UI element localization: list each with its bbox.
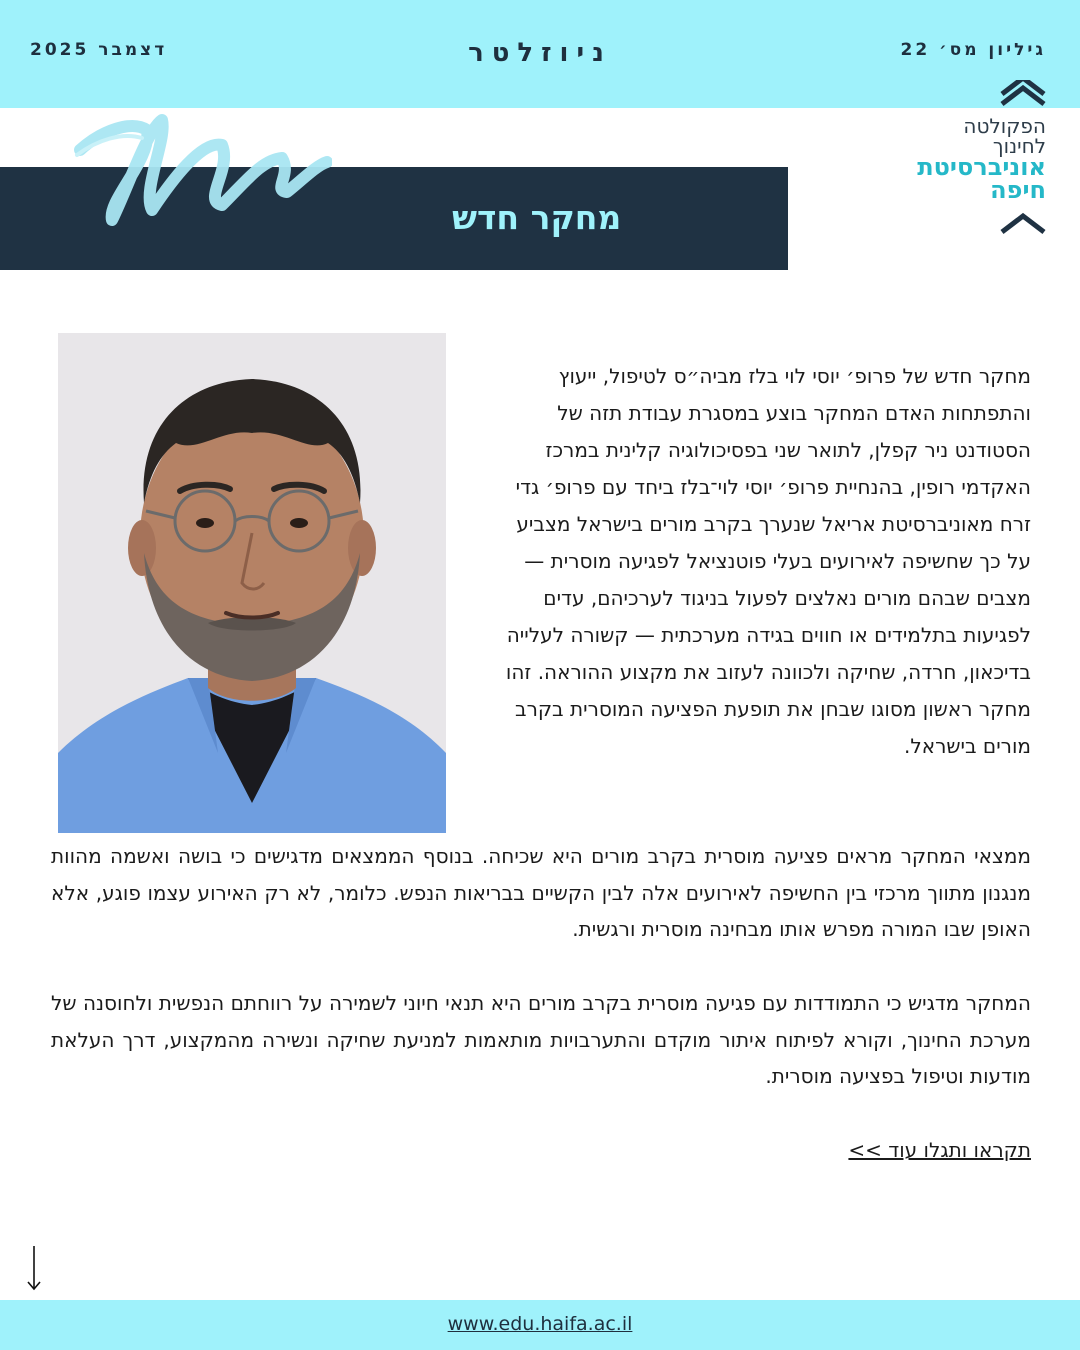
- logo-faculty-line2: לחינוך: [992, 134, 1046, 158]
- article-paragraph-findings: ממצאי המחקר מראים פציעה מוסרית בקרב מורים היא שכיחה. בנוסף הממצאים מדגישים כי בושה ואשמה מהוות מנגנון מתווך מרכזי בין החשיפה לאירועים אלה לבין הקשיים בבריאות הנפש. כלומר, לא רק האירוע עצמו פוגע, אלא האופן שבו המורה מפרש אותו מבחינה מוסרית ורגשית.: [51, 844, 1031, 941]
- website-link[interactable]: www.edu.haifa.ac.il: [447, 1313, 633, 1335]
- newsletter-title: ניוזלטר: [468, 38, 612, 68]
- chevron-up-icon: [1000, 210, 1046, 236]
- section-title: מחקר חדש: [452, 198, 622, 237]
- read-more-link[interactable]: תקראו ותגלו עוד >>: [848, 1138, 1031, 1162]
- researcher-photo: [58, 333, 446, 833]
- issue-number: גיליון מס׳ 22: [900, 40, 1046, 60]
- logo-university-line2: חיפה: [990, 176, 1046, 204]
- logo-university-line1: אוניברסיטת: [917, 153, 1046, 181]
- arrow-down-icon: [24, 1244, 44, 1292]
- article-paragraph-conclusion: המחקר מדגיש כי התמודדות עם פגיעה מוסרית בקרב מורים היא תנאי חיוני לשמירה על רווחתם הנפשית ולחוסנה של מערכת החינוך, וקורא לפיתוח איתור מוקדם והתערבויות מותאמות למניעת שחיקה ונשירה מהמקצוע, דרך העלאת מודעות וטיפול בפציעה מוסרית.: [51, 991, 1031, 1088]
- logo-faculty-line1: הפקולטה: [963, 114, 1046, 138]
- portrait-illustration: [58, 333, 446, 833]
- newsletter-date: דצמבר 2025: [30, 40, 168, 60]
- article-paragraph-intro: מחקר חדש של פרופ׳ יוסי לוי בלז מביה״ס לטיפול, ייעוץ והתפתחות האדם המחקר בוצע במסגרת עבודת תזה של הסטודנט ניר קפלן, לתואר שני בפסיכולוגיה קלינית במרכז האקדמי רופין, בהנחיית פרופ׳ יוסי לוי־בלז ביחד עם פרופ׳ גדי זרח מאוניברסיטת אריאל שנערך בקרב מורים בישראל מצביע על כך שחשיפה לאירועים בעלי פוטנציאל לפגיעה מוסרית — מצבים שבהם מורים נאלצים לפעול בניגוד לערכיהם, עדים לפגיעות בתלמידים או חווים בגידה מערכתית — קשורה לעלייה בדיכאון, חרדה, שחיקה ולכוונה לעזוב את מקצוע ההוראה. זהו מחקר ראשון מסוגו שבחן את תופעת הפציעה המוסרית בקרב מורים בישראל.: [505, 364, 1031, 758]
- chevron-up-icon: [1000, 80, 1046, 106]
- brush-squiggle-decoration: [72, 100, 332, 230]
